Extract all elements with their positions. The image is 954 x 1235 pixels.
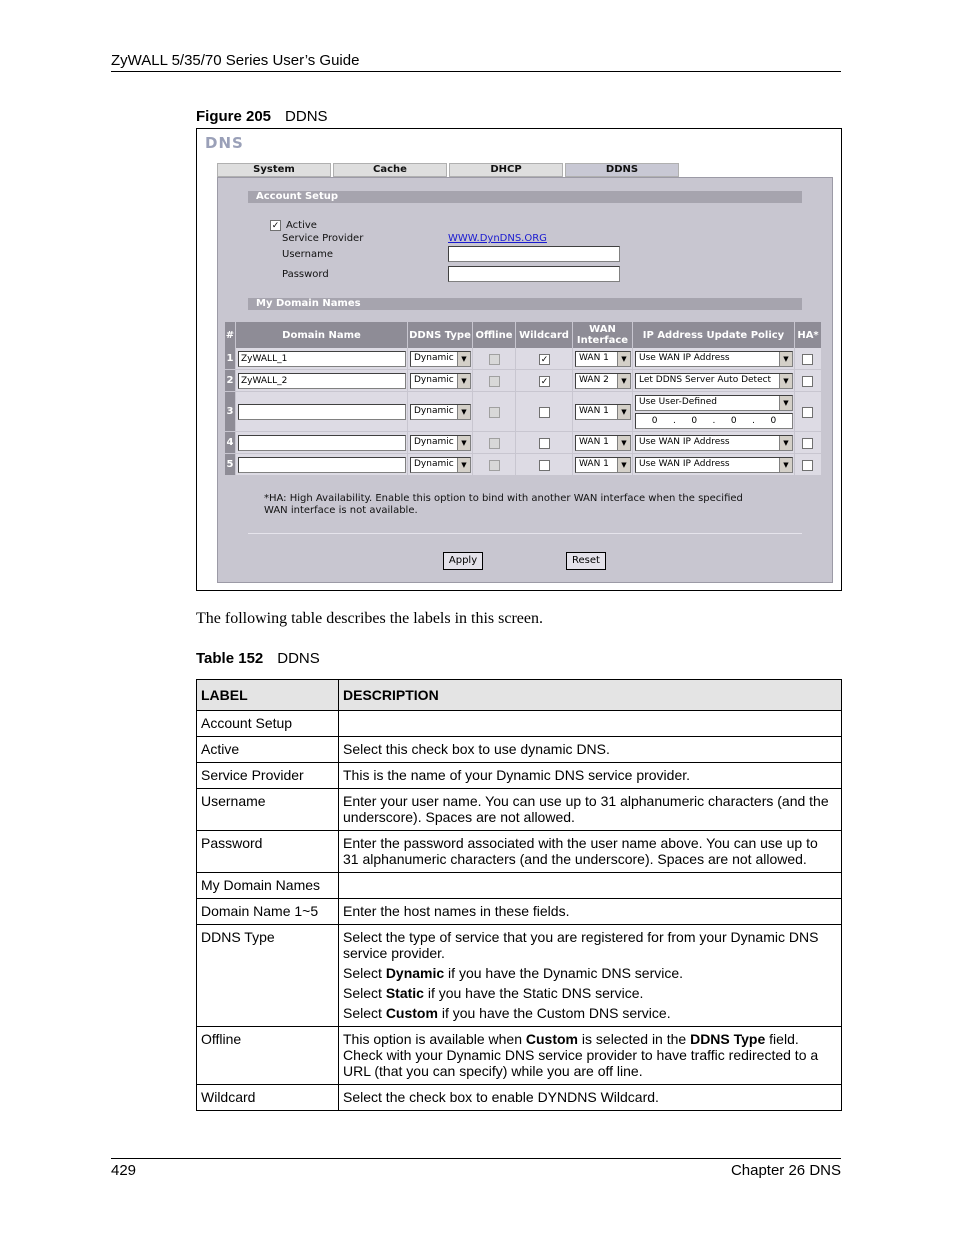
table-header-label: LABEL bbox=[197, 680, 339, 711]
description-text: Enter your user name. You can use up to 31 alphanumeric characters (and the underscore). Spaces are not allowed. bbox=[343, 793, 829, 825]
domain-name-input[interactable] bbox=[238, 457, 406, 473]
emphasized-term: Custom bbox=[385, 1005, 438, 1021]
row-label: Username bbox=[197, 789, 339, 831]
chevron-down-icon[interactable]: ▼ bbox=[617, 374, 630, 388]
description-paragraph bbox=[343, 929, 837, 961]
chevron-down-icon[interactable]: ▼ bbox=[457, 458, 470, 472]
figure-caption bbox=[196, 108, 328, 125]
description-text: This is the name of your Dynamic DNS service provider. bbox=[343, 767, 691, 783]
table-caption bbox=[196, 650, 320, 667]
row-description bbox=[339, 899, 842, 925]
wildcard-checkbox[interactable]: ✓ bbox=[540, 376, 549, 386]
table-label: Table 152 bbox=[196, 650, 264, 667]
page-number: 429 bbox=[111, 1162, 137, 1179]
ha-checkbox[interactable] bbox=[802, 354, 813, 365]
figure-label: Figure 205 bbox=[196, 108, 272, 125]
col-header-ddns-type: DDNS Type bbox=[408, 322, 473, 348]
ddns-panel bbox=[217, 177, 833, 583]
row-description bbox=[339, 1027, 842, 1085]
domain-name-input[interactable] bbox=[238, 404, 406, 420]
row-label: Offline bbox=[197, 1027, 339, 1085]
ddns-type-select-value: Dynamic bbox=[414, 353, 454, 363]
description-paragraph bbox=[343, 985, 837, 1001]
ddns-type-select[interactable] bbox=[410, 435, 471, 451]
header-rule bbox=[111, 71, 841, 72]
chevron-down-icon[interactable]: ▼ bbox=[779, 374, 792, 388]
row-number-cell: 5 bbox=[225, 454, 236, 476]
table-row bbox=[197, 873, 842, 899]
emphasized-term: Dynamic bbox=[385, 965, 445, 981]
ip-octet[interactable]: 0 bbox=[651, 416, 658, 426]
chevron-down-icon[interactable]: ▼ bbox=[779, 352, 792, 366]
service-provider-label: Service Provider bbox=[282, 233, 364, 244]
description-paragraph bbox=[343, 793, 837, 825]
chevron-down-icon[interactable]: ▼ bbox=[779, 436, 792, 450]
description-text: field. Check with your Dynamic DNS service provider to have traffic redirected to a URL (that you can specify) while you are off line. bbox=[343, 1031, 819, 1079]
ip-update-policy-select[interactable] bbox=[635, 457, 793, 473]
row-label: Wildcard bbox=[197, 1085, 339, 1111]
password-label: Password bbox=[282, 269, 329, 280]
service-provider-link[interactable]: WWW.DynDNS.ORG bbox=[448, 233, 547, 244]
description-text: Select bbox=[343, 985, 386, 1001]
description-paragraph bbox=[343, 1089, 837, 1105]
chevron-down-icon[interactable]: ▼ bbox=[457, 436, 470, 450]
wan-interface-select[interactable] bbox=[575, 457, 631, 473]
col-header-ha: HA* bbox=[795, 322, 822, 348]
footer-rule bbox=[111, 1158, 841, 1159]
ha-checkbox[interactable] bbox=[802, 438, 813, 449]
wan-interface-select-value: WAN 2 bbox=[579, 375, 609, 385]
row-label: Active bbox=[197, 737, 339, 763]
col-header-wildcard: Wildcard bbox=[516, 322, 573, 348]
chapter-title: Chapter 26 DNS bbox=[730, 1162, 841, 1179]
wildcard-checkbox[interactable]: ✓ bbox=[540, 354, 549, 364]
ip-update-policy-select[interactable] bbox=[635, 395, 793, 411]
col-header-domain-name: Domain Name bbox=[236, 322, 408, 348]
description-text: if you have the Dynamic DNS service. bbox=[444, 965, 684, 981]
description-text: Enter the host names in these fields. bbox=[343, 903, 570, 919]
description-paragraph bbox=[343, 767, 837, 783]
screen-heading: DNS bbox=[205, 134, 244, 152]
description-paragraph bbox=[343, 965, 837, 981]
table-row bbox=[197, 737, 842, 763]
chevron-down-icon[interactable]: ▼ bbox=[779, 396, 792, 410]
row-description bbox=[339, 763, 842, 789]
description-text: This option is available when bbox=[343, 1031, 526, 1047]
offline-checkbox[interactable] bbox=[489, 376, 500, 387]
figure-title: DDNS bbox=[285, 108, 328, 125]
description-text: if you have the Static DNS service. bbox=[423, 985, 644, 1001]
description-paragraph bbox=[343, 903, 837, 919]
domain-name-input[interactable] bbox=[238, 435, 406, 451]
table-row bbox=[197, 763, 842, 789]
tab-system[interactable]: System bbox=[217, 163, 331, 177]
col-header-wan-interface: WAN Interface bbox=[573, 322, 633, 348]
ddns-type-select-value: Dynamic bbox=[414, 459, 454, 469]
row-number-cell: 3 bbox=[225, 392, 236, 432]
row-number-cell: 2 bbox=[225, 370, 236, 392]
ddns-type-select[interactable] bbox=[410, 457, 471, 473]
row-label: Service Provider bbox=[197, 763, 339, 789]
row-label: DDNS Type bbox=[197, 925, 339, 1027]
wildcard-checkbox[interactable] bbox=[539, 407, 550, 418]
domain-name-input[interactable]: ZyWALL_2 bbox=[238, 373, 406, 389]
ip-dot: . bbox=[752, 416, 755, 426]
ip-octet[interactable]: 0 bbox=[691, 416, 698, 426]
ddns-type-select[interactable] bbox=[410, 404, 471, 420]
row-number-cell: 4 bbox=[225, 432, 236, 454]
chevron-down-icon[interactable]: ▼ bbox=[617, 352, 630, 366]
ddns-type-select[interactable] bbox=[410, 373, 471, 389]
wan-interface-select[interactable] bbox=[575, 435, 631, 451]
description-text: Select this check box to use dynamic DNS. bbox=[343, 741, 610, 757]
tab-ddns[interactable]: DDNS bbox=[565, 163, 679, 177]
tab-dhcp[interactable]: DHCP bbox=[449, 163, 563, 177]
reset-button[interactable]: Reset bbox=[566, 552, 606, 570]
username-field[interactable] bbox=[448, 246, 620, 262]
table-row bbox=[197, 925, 842, 1027]
wan-interface-select-value: WAN 1 bbox=[579, 437, 609, 447]
row-label: Password bbox=[197, 831, 339, 873]
active-checkbox[interactable]: ✓ bbox=[271, 220, 280, 230]
ha-footnote-line2: WAN interface is not available. bbox=[264, 505, 418, 516]
divider bbox=[248, 533, 802, 534]
description-text: Select the type of service that you are registered for from your Dynamic DNS service provider. bbox=[343, 929, 819, 961]
table-row bbox=[197, 899, 842, 925]
ddns-label-table bbox=[196, 679, 842, 1111]
ha-checkbox[interactable] bbox=[802, 460, 813, 471]
tab-cache[interactable]: Cache bbox=[333, 163, 447, 177]
description-paragraph bbox=[343, 1005, 837, 1021]
intro-paragraph: The following table describes the labels in this screen. bbox=[196, 610, 544, 627]
table-row bbox=[197, 789, 842, 831]
offline-checkbox[interactable] bbox=[489, 438, 500, 449]
emphasized-term: Custom bbox=[525, 1031, 579, 1047]
row-description bbox=[339, 789, 842, 831]
description-text: Enter the password associated with the user name above. You can use up to 31 alphanumeric characters (and the underscore). Spaces are not allowed. bbox=[343, 835, 818, 867]
ip-update-policy-select-value: Use WAN IP Address bbox=[639, 353, 730, 363]
ddns-type-select[interactable] bbox=[410, 351, 471, 367]
chevron-down-icon[interactable]: ▼ bbox=[457, 352, 470, 366]
table-row bbox=[197, 831, 842, 873]
chevron-down-icon[interactable]: ▼ bbox=[457, 405, 470, 419]
table-header-description: DESCRIPTION bbox=[339, 680, 842, 711]
tab-bar bbox=[217, 163, 677, 177]
ip-update-policy-select[interactable] bbox=[635, 351, 793, 367]
table-row bbox=[197, 711, 842, 737]
wan-interface-select-value: WAN 1 bbox=[579, 353, 609, 363]
ddns-screenshot bbox=[196, 128, 842, 591]
row-description bbox=[339, 737, 842, 763]
ddns-type-select-value: Dynamic bbox=[414, 406, 454, 416]
user-defined-ip-field[interactable] bbox=[635, 413, 793, 429]
row-number-cell: 1 bbox=[225, 348, 236, 370]
chevron-down-icon[interactable]: ▼ bbox=[457, 374, 470, 388]
apply-button[interactable]: Apply bbox=[443, 552, 483, 570]
wan-interface-select-value: WAN 1 bbox=[579, 406, 609, 416]
row-description bbox=[339, 1085, 842, 1111]
ha-footnote-line1: *HA: High Availability. Enable this option to bind with another WAN interface when the specified bbox=[264, 493, 743, 504]
description-text: Select bbox=[343, 965, 386, 981]
col-header-num: # bbox=[225, 322, 236, 348]
ha-footnote bbox=[264, 493, 743, 517]
ip-update-policy-select-value: Use WAN IP Address bbox=[639, 459, 730, 469]
row-label: Account Setup bbox=[197, 711, 339, 737]
ip-update-policy-select[interactable] bbox=[635, 435, 793, 451]
ddns-type-select-value: Dynamic bbox=[414, 437, 454, 447]
ip-dot: . bbox=[672, 416, 676, 426]
offline-checkbox[interactable] bbox=[489, 460, 500, 471]
chevron-down-icon[interactable]: ▼ bbox=[617, 405, 630, 419]
wan-interface-select[interactable] bbox=[575, 351, 631, 367]
ip-update-policy-select-value: Use WAN IP Address bbox=[639, 437, 730, 447]
col-header-ip-update-policy: IP Address Update Policy bbox=[633, 322, 795, 348]
offline-checkbox[interactable] bbox=[489, 407, 500, 418]
table-row bbox=[197, 1085, 842, 1111]
description-paragraph bbox=[343, 1031, 837, 1079]
offline-checkbox[interactable] bbox=[489, 354, 500, 365]
ip-update-policy-select-value: Let DDNS Server Auto Detect bbox=[639, 375, 772, 385]
row-description bbox=[339, 711, 842, 737]
username-label: Username bbox=[282, 249, 333, 260]
wildcard-checkbox[interactable] bbox=[539, 460, 550, 471]
running-header: ZyWALL 5/35/70 Series User’s Guide bbox=[111, 52, 360, 69]
row-description bbox=[339, 873, 842, 899]
domain-name-input[interactable]: ZyWALL_1 bbox=[238, 351, 406, 367]
account-setup-bar: Account Setup bbox=[248, 191, 802, 203]
table-row bbox=[197, 1027, 842, 1085]
row-description bbox=[339, 925, 842, 1027]
ddns-type-select-value: Dynamic bbox=[414, 375, 454, 385]
domain-names-grid bbox=[225, 322, 825, 479]
ip-update-policy-select[interactable] bbox=[635, 373, 793, 389]
description-text: Select bbox=[343, 1005, 386, 1021]
chevron-down-icon[interactable]: ▼ bbox=[617, 436, 630, 450]
description-text: Select the check box to enable DYNDNS Wildcard. bbox=[343, 1089, 659, 1105]
row-description bbox=[339, 831, 842, 873]
description-paragraph bbox=[343, 741, 837, 757]
ip-dot: . bbox=[712, 416, 716, 426]
row-label: My Domain Names bbox=[197, 873, 339, 899]
active-label: Active bbox=[286, 220, 317, 231]
row-label: Domain Name 1~5 bbox=[197, 899, 339, 925]
ip-update-policy-select-value: Use User-Defined bbox=[639, 397, 717, 407]
description-text: if you have the Custom DNS service. bbox=[437, 1005, 671, 1021]
chevron-down-icon[interactable]: ▼ bbox=[779, 458, 792, 472]
description-paragraph bbox=[343, 835, 837, 867]
my-domain-names-bar: My Domain Names bbox=[248, 298, 802, 310]
ha-checkbox[interactable] bbox=[802, 407, 813, 418]
emphasized-term: DDNS Type bbox=[690, 1031, 766, 1047]
ha-checkbox[interactable] bbox=[802, 376, 813, 387]
wan-interface-select[interactable] bbox=[575, 404, 631, 420]
wan-interface-select[interactable] bbox=[575, 373, 631, 389]
table-title: DDNS bbox=[277, 650, 320, 667]
wan-interface-select-value: WAN 1 bbox=[579, 459, 609, 469]
ip-octet[interactable]: 0 bbox=[770, 416, 777, 426]
col-header-offline: Offline bbox=[473, 322, 516, 348]
password-field[interactable] bbox=[448, 266, 620, 282]
emphasized-term: Static bbox=[385, 985, 424, 1001]
ip-octet[interactable]: 0 bbox=[730, 416, 737, 426]
description-text: is selected in the bbox=[578, 1031, 691, 1047]
wildcard-checkbox[interactable] bbox=[539, 438, 550, 449]
chevron-down-icon[interactable]: ▼ bbox=[617, 458, 630, 472]
